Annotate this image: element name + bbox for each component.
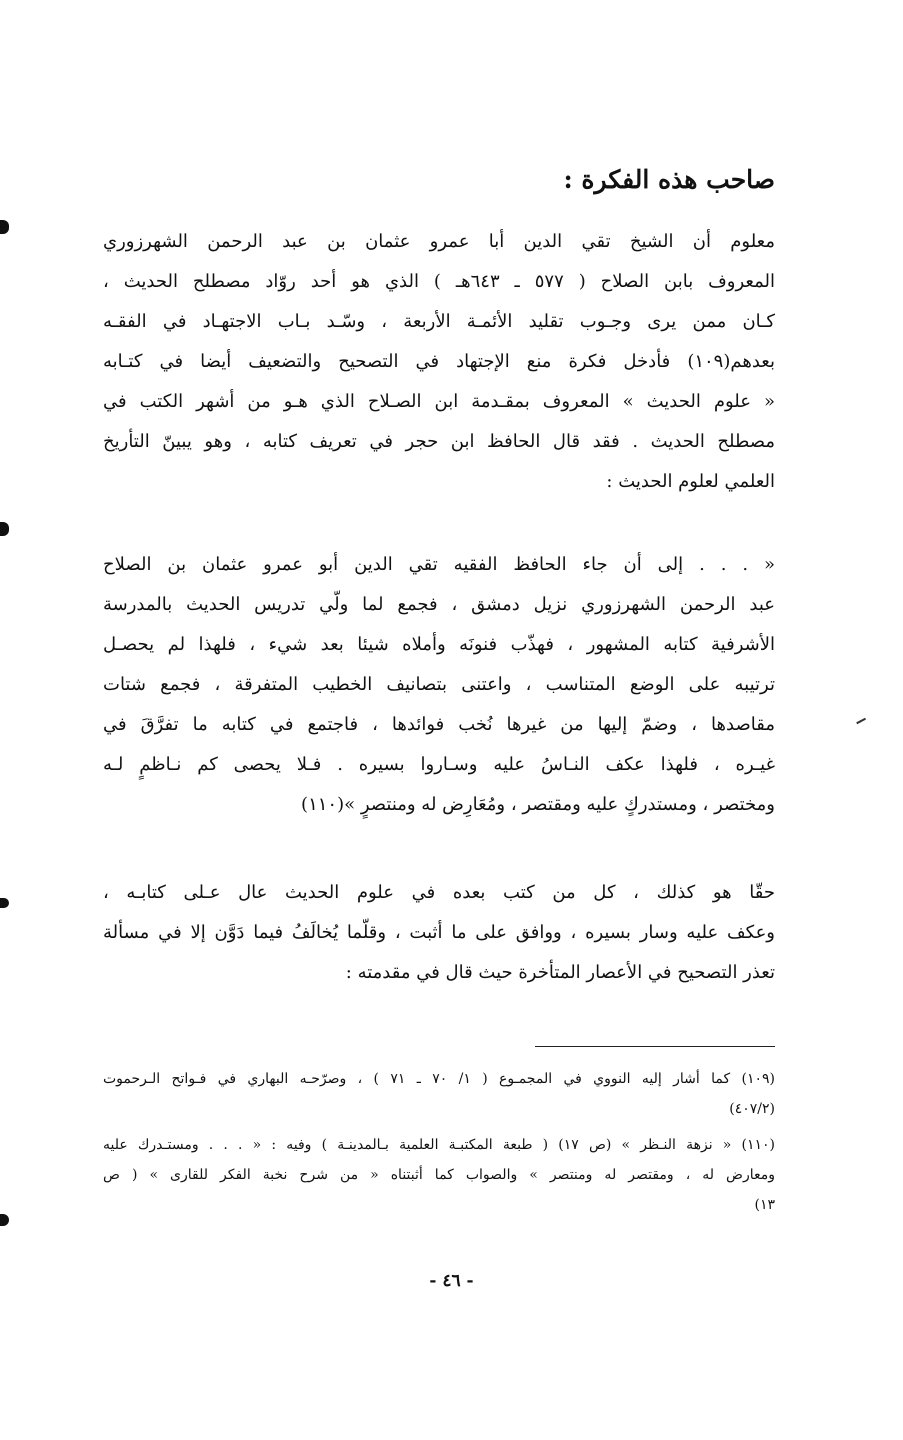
- scan-mark: [0, 898, 9, 908]
- text-line: عبد الرحمن الشهرزوري نزيل دمشق ، فجمع لما ولّي تدريس الحديث بالمدرسة: [103, 594, 775, 615]
- text-line: المعروف بابن الصلاح ( ٥٧٧ ـ ٦٤٣هـ ) الذي هو أحد روّاد مصطلح الحديث ،: [103, 271, 775, 292]
- text-line: غيـره ، فلهذا عكف النـاسُ عليه وسـاروا بسيره . فـلا يحصى كم نـاظمٍ لـه: [103, 754, 775, 775]
- text-line: ترتيبه على الوضع المتناسب ، واعتنى بتصانيف الخطيب المتفرقة ، فجمع شتات: [103, 674, 775, 695]
- text-line: « . . . إلى أن جاء الحافظ الفقيه تقي الدين أبو عمرو عثمان بن الصلاح: [103, 554, 775, 575]
- quotation-paragraph: [103, 545, 775, 825]
- text-line: تعذر التصحيح في الأعصار المتأخرة حيث قال في مقدمته :: [345, 962, 775, 983]
- section-heading: صاحب هذه الفكرة :: [563, 165, 775, 194]
- scan-mark: [0, 220, 9, 234]
- footnote-separator: [535, 1046, 775, 1047]
- scan-mark: [856, 718, 866, 724]
- text-line: الأشرفية كتابه المشهور ، فهذّب فنونَه وأملاه شيئا بعد شيء ، فلهذا لم يحصـل: [103, 634, 775, 655]
- scan-mark: [0, 1214, 9, 1226]
- page-number: - ٤٦ -: [429, 1271, 474, 1291]
- footnote-line: (١٠٩) كما أشار إليه النووي في المجمـوع ( ١/ ٧٠ ـ ٧١ ) ، وصرّحـه البهاري في فـواتح الـرحموت: [103, 1071, 775, 1087]
- footnote-line: ١٣): [754, 1197, 775, 1213]
- text-line: معلوم أن الشيخ تقي الدين أبا عمرو عثمان بن عبد الرحمن الشهرزوري: [103, 231, 775, 252]
- scan-mark: [0, 522, 9, 536]
- text-line: مصطلح الحديث . فقد قال الحافظ ابن حجر في تعريف كتابه ، وهو يبينّ التأريخ: [103, 431, 775, 452]
- text-line: مقاصدها ، وضمّ إليها من غيرها نُخب فوائدها ، فاجتمع في كتابه ما تفرَّقَ في: [103, 714, 775, 735]
- footnote-line: ومعارض له ، ومقتصر له ومنتصر » والصواب كما أثبتناه « من شرح نخبة الفكر للقارى » ( ص: [103, 1167, 775, 1183]
- paragraph: [103, 873, 775, 993]
- footnote-line: (١١٠) « نزهة النـظر » (ص ١٧) ( طبعة المكتبـة العلمية بـالمدينـة ) وفيه : « . . . ومستـدرك عليه: [103, 1137, 775, 1153]
- footnote: [103, 1064, 775, 1124]
- text-line: وعكف عليه وسار بسيره ، ووافق على ما أثبت ، وقلّما يُخالَفُ فيما دَوَّن إلا في مسألة: [103, 922, 775, 943]
- text-line: حقّا هو كذلك ، كل من كتب بعده في علوم الحديث عال عـلى كتابـه ،: [103, 882, 775, 903]
- text-line: بعدهم(١٠٩) فأدخل فكرة منع الإجتهاد في التصحيح والتضعيف أيضا في كتـابه: [103, 351, 775, 372]
- footnotes: [103, 1064, 775, 1226]
- footnote: [103, 1130, 775, 1220]
- text-line: كـان ممن يرى وجـوب تقليد الأئمـة الأربعة ، وسّـد بـاب الاجتهـاد في الفقـه: [103, 311, 775, 332]
- text-line: العلمي لعلوم الحديث :: [606, 471, 775, 492]
- text-line: « علوم الحديث » المعروف بمقـدمة ابن الصـلاح الذي هـو من أشهر الكتب في: [103, 391, 775, 412]
- footnote-line: (٤٠٧/٢): [729, 1101, 775, 1117]
- paragraph: [103, 222, 775, 502]
- text-line: ومختصر ، ومستدركٍ عليه ومقتصر ، ومُعَارِض له ومنتصرٍ »(١١٠): [301, 794, 775, 815]
